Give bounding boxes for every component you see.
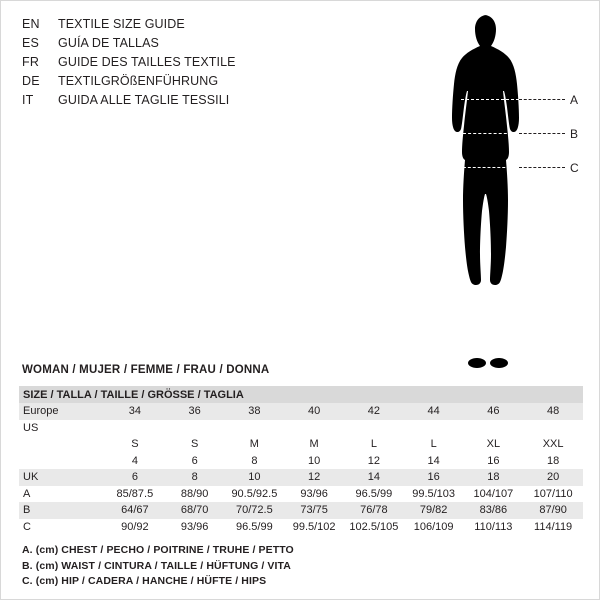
cell: 93/96 <box>300 487 328 500</box>
title-row-en <box>22 17 352 36</box>
cell: 90.5/92.5 <box>231 487 278 500</box>
cell: 14 <box>427 454 440 467</box>
cell: 18 <box>487 471 500 484</box>
title-row-fr <box>22 55 352 74</box>
cell: XXL <box>542 438 564 451</box>
measure-label-c: C <box>570 161 579 175</box>
row-label: B <box>23 504 31 517</box>
section-heading-woman: WOMAN / MUJER / FEMME / FRAU / DONNA <box>22 364 270 376</box>
row-label: UK <box>23 471 39 484</box>
footnote-c: C. (cm) HIP / CADERA / HANCHE / HÜFTE / HIPS <box>22 575 267 587</box>
title-text-fr: GUIDE DES TAILLES TEXTILE <box>58 55 236 69</box>
cell: 34 <box>128 405 141 418</box>
cell: 76/78 <box>360 504 388 517</box>
table-header-row <box>19 386 583 403</box>
cell: 90/92 <box>121 520 149 533</box>
title-row-it <box>22 93 352 112</box>
cell: 96.5/99 <box>355 487 393 500</box>
cell: 85/87.5 <box>116 487 154 500</box>
title-text-it: GUIDA ALLE TAGLIE TESSILI <box>58 93 230 107</box>
cell: L <box>430 438 437 451</box>
measure-label-b: B <box>570 127 579 141</box>
cell: 93/96 <box>180 520 209 533</box>
cell: 8 <box>191 471 198 484</box>
cell: 88/90 <box>180 487 209 500</box>
cell: 79/82 <box>419 504 448 517</box>
cell: 68/70 <box>180 504 209 517</box>
title-lang-en: EN <box>22 17 40 31</box>
title-lang-fr: FR <box>22 55 40 69</box>
title-lang-es: ES <box>22 36 40 50</box>
cell: 87/90 <box>539 504 567 517</box>
title-lang-de: DE <box>22 74 40 88</box>
table-row <box>19 469 583 486</box>
cell: 96.5/99 <box>236 520 273 533</box>
lead-line-c-outer <box>519 167 565 168</box>
cell: S <box>190 438 199 451</box>
cell: 104/107 <box>473 487 514 500</box>
table-row <box>19 420 583 437</box>
lead-line-a-outer <box>519 99 565 100</box>
cell: 16 <box>487 454 500 467</box>
cell: 83/86 <box>479 504 508 517</box>
cell: 64/67 <box>121 504 149 517</box>
cell: 6 <box>131 471 138 484</box>
size-table <box>19 386 583 535</box>
cell: 48 <box>547 405 560 418</box>
cell: 106/109 <box>413 520 454 533</box>
cell: 10 <box>248 471 261 484</box>
table-row <box>19 519 583 536</box>
cell: 102.5/105 <box>349 520 399 533</box>
title-text-de: TEXTILGRÖßENFÜHRUNG <box>58 74 219 88</box>
table-row <box>19 436 583 453</box>
cell: 14 <box>367 471 380 484</box>
cell: 46 <box>487 405 500 418</box>
cell: 4 <box>131 454 138 467</box>
cell: 99.5/103 <box>412 487 456 500</box>
row-label: A <box>23 487 31 500</box>
lead-line-b-outer <box>519 133 565 134</box>
cell: L <box>370 438 377 451</box>
silhouette-icon <box>399 11 589 371</box>
title-text-en: TEXTILE SIZE GUIDE <box>58 17 185 31</box>
cell: 107/110 <box>533 487 573 500</box>
cell: 42 <box>367 405 380 418</box>
row-label: US <box>23 421 39 434</box>
cell: 114/119 <box>534 520 573 533</box>
title-text-es: GUÍA DE TALLAS <box>58 36 159 50</box>
cell: 8 <box>251 454 258 467</box>
cell: M <box>249 438 259 451</box>
table-row <box>19 486 583 503</box>
title-lang-it: IT <box>22 93 34 107</box>
female-silhouette-figure <box>399 11 589 371</box>
lead-line-b-inner <box>463 133 517 134</box>
cell: XL <box>486 438 501 451</box>
title-block <box>22 17 352 112</box>
cell: 70/72.5 <box>236 504 273 517</box>
table-row <box>19 502 583 519</box>
cell: 73/75 <box>300 504 328 517</box>
cell: 12 <box>308 471 321 484</box>
measure-label-a: A <box>570 93 579 107</box>
row-label: C <box>23 520 31 533</box>
row-label: Europe <box>23 405 59 418</box>
cell: 110/113 <box>474 520 513 533</box>
cell: 12 <box>367 454 380 467</box>
footnote-a: A. (cm) CHEST / PECHO / POITRINE / TRUHE / PETTO <box>22 544 294 556</box>
cell: 38 <box>248 405 261 418</box>
cell: 40 <box>308 405 321 418</box>
footnotes-block <box>22 544 294 591</box>
table-row <box>19 453 583 470</box>
title-row-es <box>22 36 352 55</box>
cell: 44 <box>427 405 440 418</box>
footnote-b: B. (cm) WAIST / CINTURA / TAILLE / HÜFTUNG / VITA <box>22 559 291 572</box>
table-header-title: SIZE / TALLA / TAILLE / GRÖSSE / TAGLIA <box>23 388 244 401</box>
cell: 6 <box>191 454 198 467</box>
cell: 20 <box>547 471 560 484</box>
cell: 10 <box>308 454 321 467</box>
lead-line-a-inner <box>461 99 519 100</box>
cell: 18 <box>547 454 560 467</box>
cell: S <box>131 438 139 451</box>
table-row <box>19 403 583 420</box>
cell: 99.5/102 <box>292 520 336 533</box>
cell: 16 <box>427 471 440 484</box>
title-row-de <box>22 74 352 93</box>
lead-line-c-inner <box>458 167 520 168</box>
cell: 36 <box>188 405 201 418</box>
cell: M <box>309 438 319 451</box>
